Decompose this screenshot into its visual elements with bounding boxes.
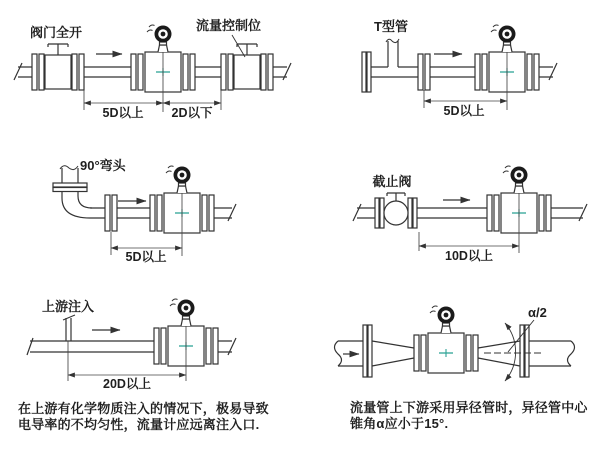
- dim-2d-p1: 2D以下: [171, 106, 213, 120]
- t-branch: [386, 39, 399, 67]
- panel-elbow-90: [53, 166, 236, 256]
- label-injection: 上游注入: [42, 299, 95, 314]
- label-flow-control: 流量控制位: [196, 18, 262, 33]
- flange-icon: [418, 54, 430, 90]
- label-stop-valve: 截止阀: [372, 174, 412, 189]
- label-t-pipe: T型管: [374, 19, 408, 34]
- gate-valve-icon: [221, 44, 273, 90]
- caption-reducer-line1: 流量管上下游采用异径管时，异径管中心: [350, 400, 588, 415]
- caption-injection-line1: 在上游有化学物质注入的情况下，极易导致: [18, 401, 269, 416]
- blind-flange-icon: [362, 52, 371, 92]
- label-alpha-half: α/2: [528, 305, 547, 320]
- caption-reducer-line2: 锥角α应小于15°.: [350, 416, 449, 431]
- panel-t-pipe: [362, 25, 557, 110]
- dim-20d-p5: 20D以上: [103, 377, 151, 391]
- angle-arc: [505, 323, 516, 381]
- flange-icon: [520, 325, 529, 377]
- dim-5d-p2: 5D以上: [443, 104, 485, 118]
- flowmeter-icon: [414, 306, 478, 373]
- label-valve-open: 阀门全开: [30, 25, 83, 40]
- flange-icon: [363, 325, 372, 377]
- pipe-large-right: [529, 341, 575, 366]
- caption-injection-line2: 电导率的不均匀性，流量计应远离注入口.: [18, 417, 260, 432]
- angle-annotation: [484, 320, 543, 381]
- gate-valve-icon: [32, 44, 84, 90]
- leader-line: [232, 35, 245, 57]
- label-elbow: 90°弯头: [80, 158, 126, 173]
- reducer-cone-left: [372, 341, 414, 366]
- stop-valve-icon: [375, 193, 417, 228]
- pipe-break-mark: [568, 341, 575, 366]
- dim-5d-p1: 5D以上: [102, 106, 144, 120]
- injection-tube-icon: [63, 315, 75, 341]
- dim-5d-p3: 5D以上: [125, 250, 167, 264]
- pipe-break-mark: [335, 341, 342, 366]
- elbow-icon: [53, 166, 92, 218]
- dim-10d-p4: 10D以上: [445, 249, 493, 263]
- flange-icon: [105, 195, 117, 231]
